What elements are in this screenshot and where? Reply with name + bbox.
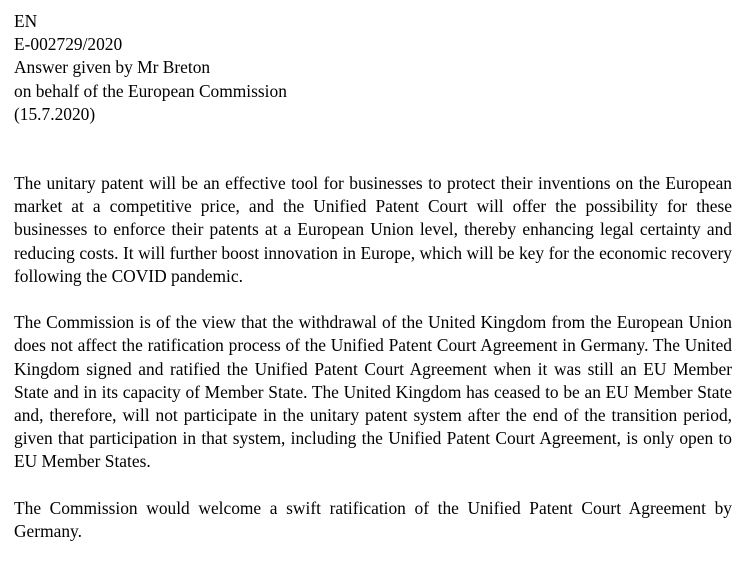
answer-author-line: Answer given by Mr Breton — [14, 57, 211, 78]
paragraph-uk-withdrawal: The Commission is of the view that the withdrawal of the United Kingdom from the European Union does not affect the ratification process of the Unified Patent Court Agreement in Germany. The United Kingdom signed and ratified the Unified Patent Court Agreement when it was still an EU Member State and in its capacity of Member State. The United Kingdom has ceased to be an EU Member State and, therefore, will not participate in the unitary patent system after the end of the transition period, given that participation in that system, including the Unified Patent Court Agreement, is only open to EU Member States. — [14, 312, 732, 472]
question-reference: E-002729/2020 — [14, 34, 123, 55]
paragraph-ratification: The Commission would welcome a swift ratification of the Unified Patent Court Agreement by Germany. — [14, 497, 732, 542]
document-header — [14, 10, 732, 126]
document-page — [14, 10, 732, 566]
paragraph-unitary-patent: The unitary patent will be an effective tool for businesses to protect their inventions on the European market at a competitive price, and the Unified Patent Court will offer the possibility for these businesses to enforce their patents at a European Union level, thereby enhancing legal certainty and reducing costs. It will further boost innovation in Europe, which will be key for the economic recovery following the COVID pandemic. — [14, 173, 732, 286]
answer-date: (15.7.2020) — [14, 103, 96, 124]
language-code: EN — [14, 11, 38, 31]
on-behalf-line: on behalf of the European Commission — [14, 80, 287, 101]
